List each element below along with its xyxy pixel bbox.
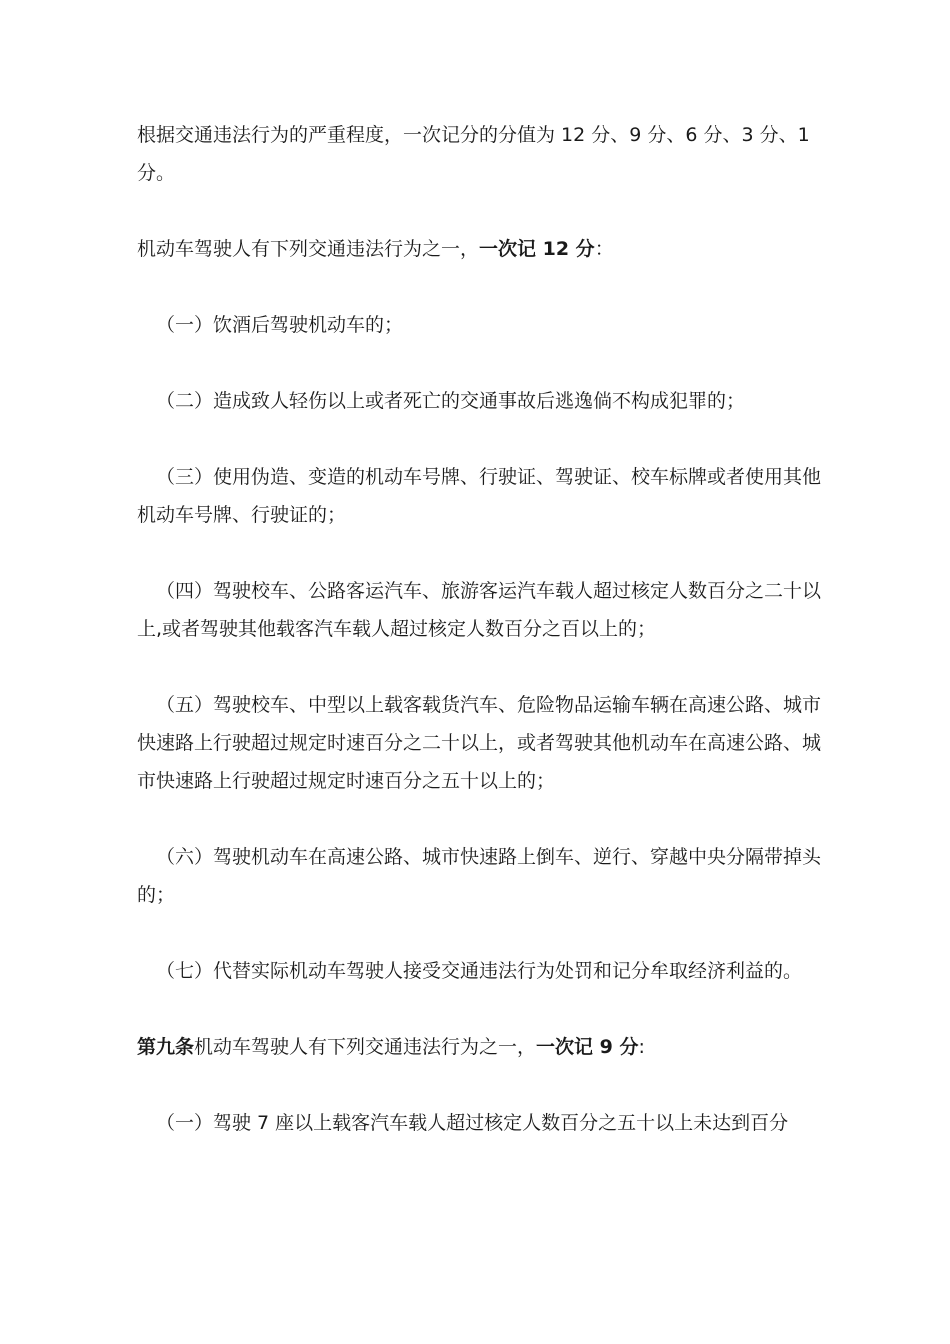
- heading-12-text: 机动车驾驶人有下列交通违法行为之一，: [137, 238, 480, 260]
- list-item-6: （六）驾驶机动车在高速公路、城市快速路上倒车、逆行、穿越中央分隔带掉头的；: [137, 846, 822, 906]
- intro-paragraph: 根据交通违法行为的严重程度，一次记分的分值为 12 分、9 分、6 分、3 分、1 分。: [137, 124, 810, 184]
- list-item-7: （七）代替实际机动车驾驶人接受交通违法行为处罚和记分牟取经济利益的。: [156, 960, 803, 982]
- article-9-colon: :: [638, 1036, 645, 1058]
- article-9-item-1: （一）驾驶 7 座以上载客汽车载人超过核定人数百分之五十以上未达到百分: [156, 1112, 789, 1134]
- document-page: [137, 116, 827, 1180]
- heading-12-bold: 一次记 12 分: [479, 238, 595, 260]
- list-item-1: （一）饮酒后驾驶机动车的；: [156, 314, 404, 336]
- heading-12-points: [137, 230, 827, 268]
- list-item-4: （四）驾驶校车、公路客运汽车、旅游客运汽车载人超过核定人数百分之二十以上,或者驾驶其他载客汽车载人超过核定人数百分之百以上的；: [137, 580, 822, 640]
- list-item-2: （二）造成致人轻伤以上或者死亡的交通事故后逃逸倘不构成犯罪的；: [156, 390, 746, 412]
- heading-12-colon: ：: [594, 238, 614, 260]
- list-item-5: （五）驾驶校车、中型以上载客载货汽车、危险物品运输车辆在高速公路、城市快速路上行驶超过规定时速百分之二十以上，或者驾驶其他机动车在高速公路、城市快速路上行驶超过规定时速百分之五十以上的；: [137, 694, 822, 792]
- article-9-bold: 一次记 9 分: [536, 1036, 639, 1058]
- article-9-heading: [137, 1028, 827, 1066]
- article-9-number: 第九条: [137, 1036, 195, 1058]
- list-item-3: （三）使用伪造、变造的机动车号牌、行驶证、驾驶证、校车标牌或者使用其他机动车号牌、行驶证的；: [137, 466, 822, 526]
- article-9-text: 机动车驾驶人有下列交通违法行为之一，: [194, 1036, 537, 1058]
